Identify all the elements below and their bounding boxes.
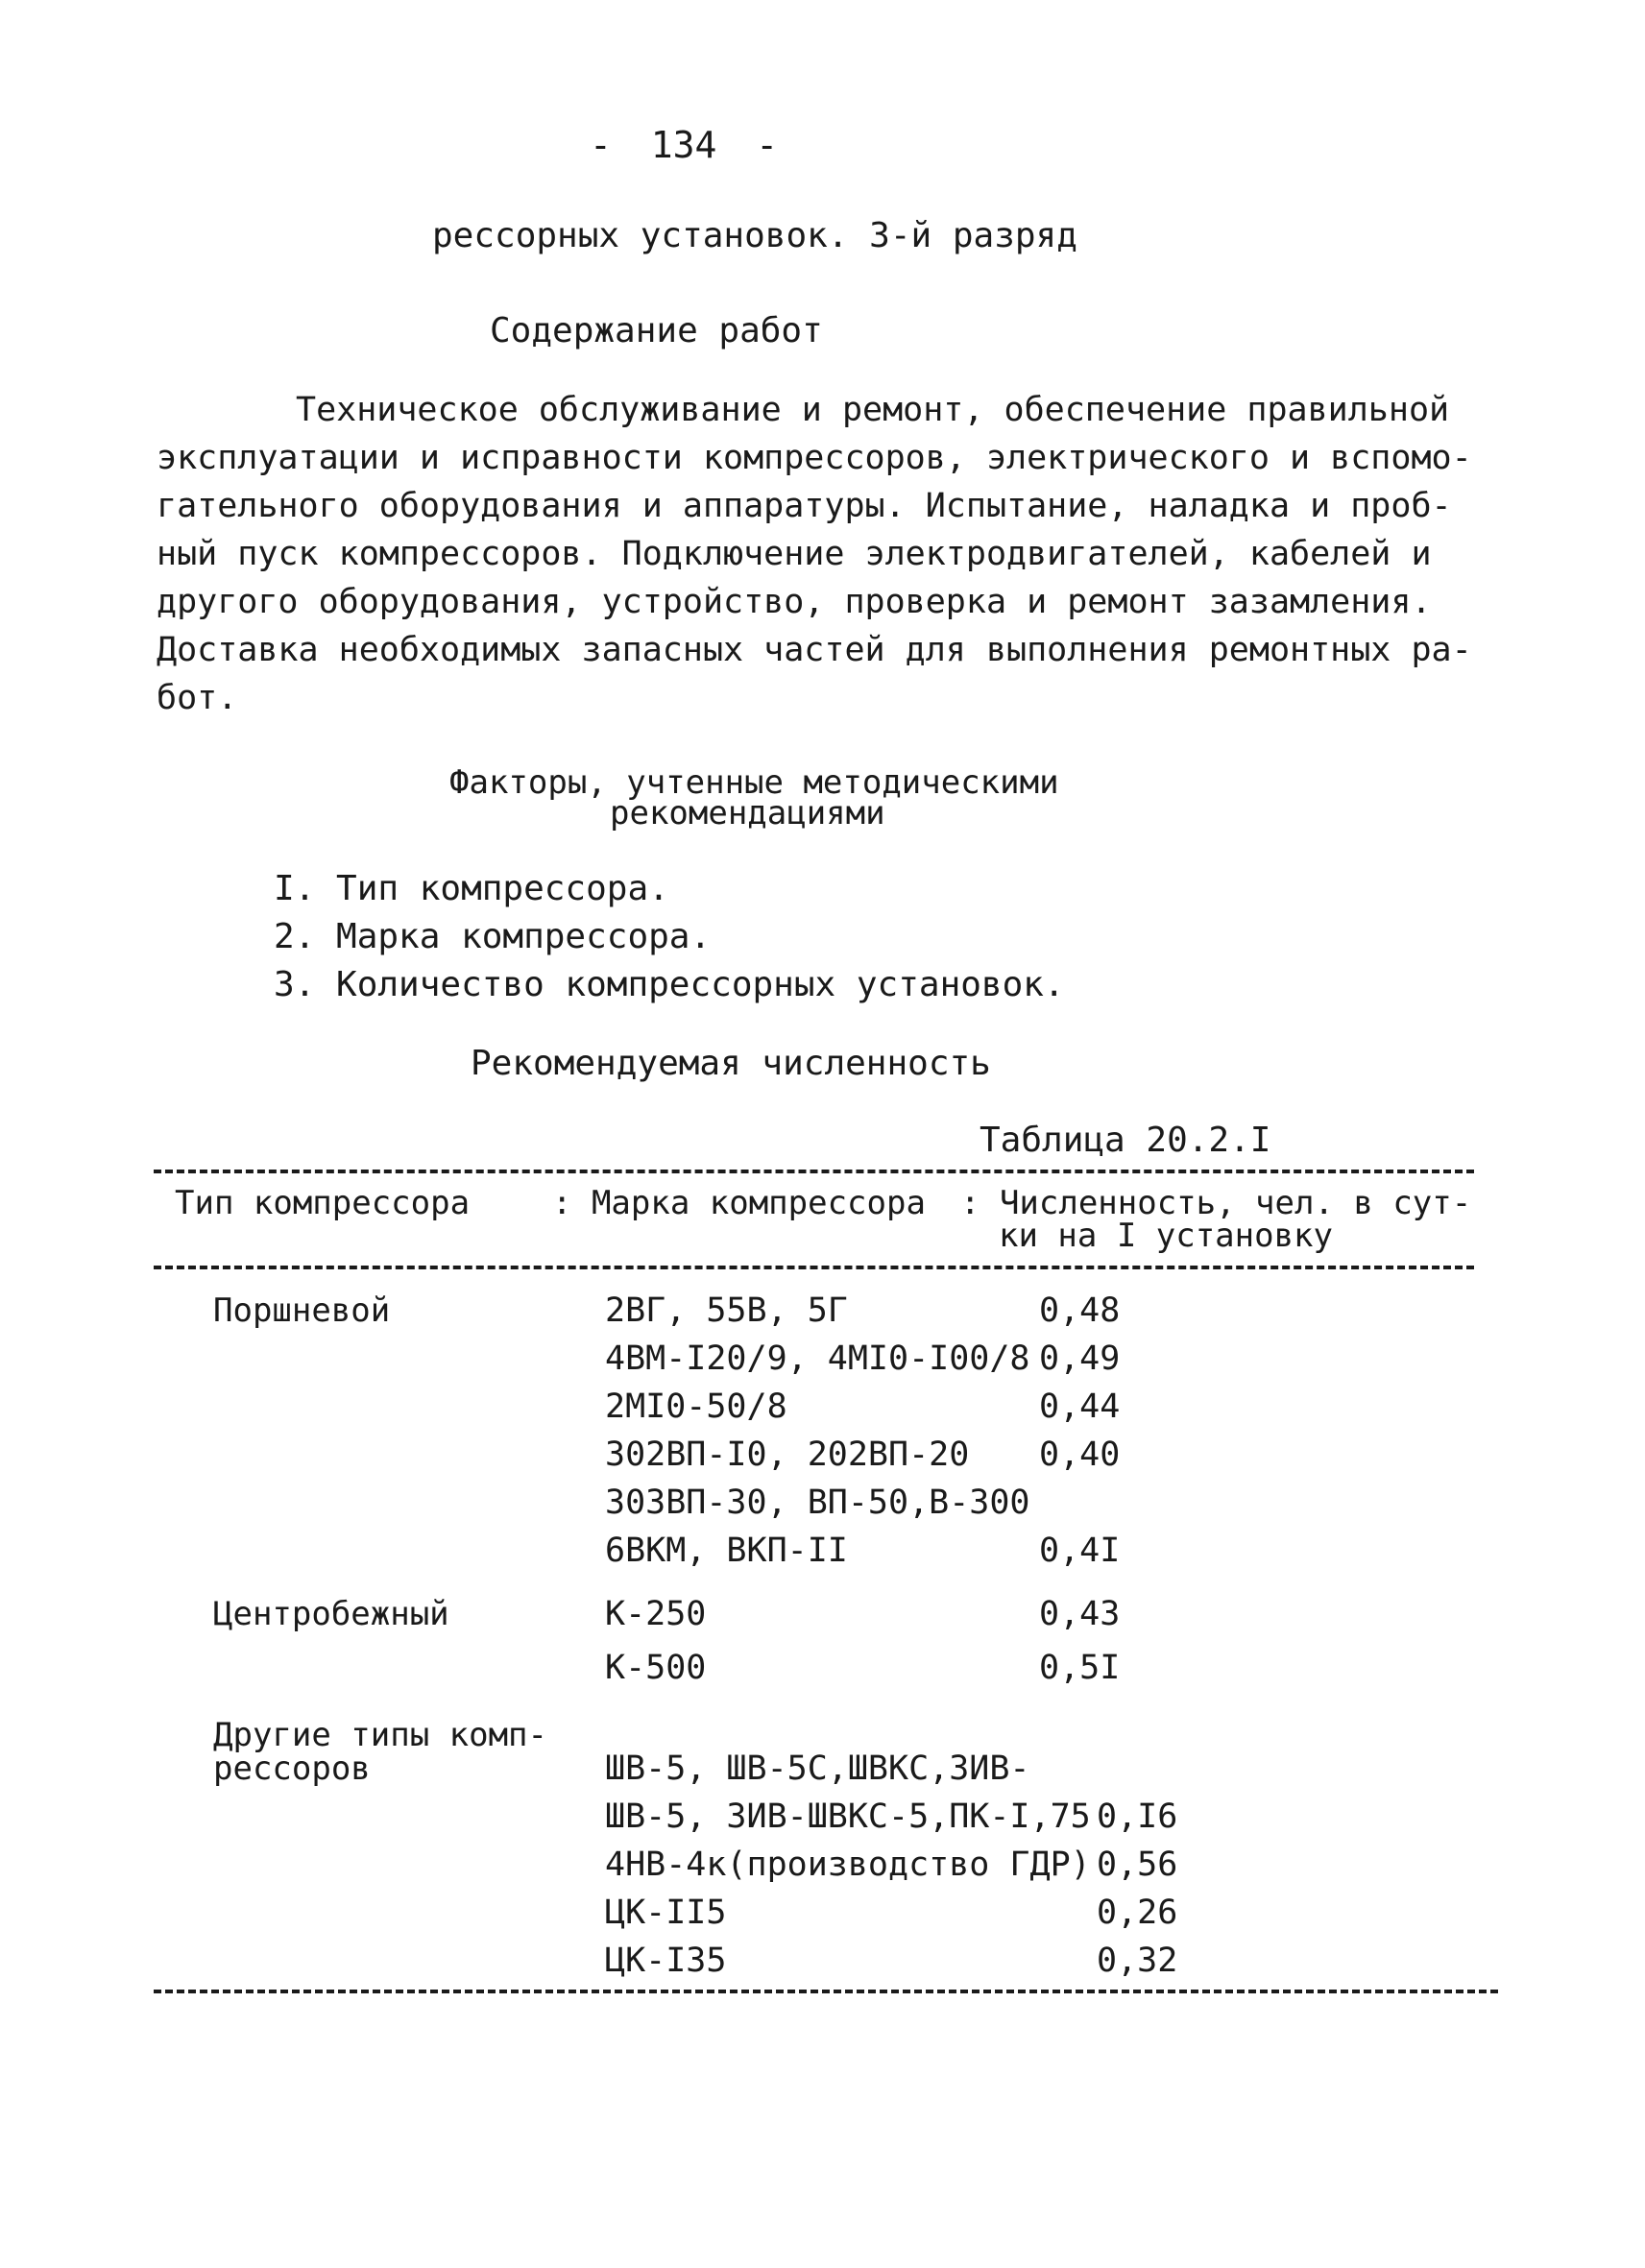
value-cell: 0,48 bbox=[1039, 1291, 1121, 1330]
page-number: - 134 - bbox=[590, 124, 779, 166]
header-continuation: рессорных установок. 3-й разряд bbox=[432, 216, 1077, 255]
value-cell: 0,40 bbox=[1039, 1436, 1121, 1474]
factor-item: 2. Марка компрессора. bbox=[274, 917, 712, 956]
value-cell: 0,4I bbox=[1039, 1532, 1121, 1570]
value-cell: 0,49 bbox=[1039, 1339, 1121, 1378]
factor-item: 3. Количество компрессорных установок. bbox=[274, 965, 1065, 1004]
type-cell-line2: рессоров bbox=[213, 1749, 371, 1788]
factor-item: I. Тип компрессора. bbox=[274, 869, 669, 908]
model-cell: ЦК-II5 bbox=[605, 1894, 727, 1932]
work-content-heading: Содержание работ bbox=[490, 311, 823, 350]
model-cell: ШВ-5, ШВ-5С,ШВКС,ЗИВ- bbox=[605, 1749, 1030, 1788]
work-content-line: гательного оборудования и аппаратуры. Испытание, наладка и проб- bbox=[157, 487, 1452, 525]
type-cell: Центробежный bbox=[213, 1595, 449, 1633]
work-content-line: Техническое обслуживание и ремонт, обеспечение правильной bbox=[296, 391, 1450, 429]
work-content-line: ный пуск компрессоров. Подключение электродвигателей, кабелей и bbox=[157, 535, 1432, 573]
table-bottom-rule bbox=[154, 1990, 1498, 1993]
factors-heading-line1: Факторы, учтенные методическими bbox=[449, 763, 1059, 802]
header-col-count-line2: ки на I установку bbox=[999, 1217, 1333, 1255]
model-cell: К-250 bbox=[605, 1595, 707, 1633]
header-col-model: : Марка компрессора bbox=[552, 1184, 926, 1222]
factors-heading-line2: рекомендациями bbox=[610, 794, 885, 832]
value-cell: 0,I6 bbox=[1097, 1798, 1178, 1836]
value-cell: 0,56 bbox=[1097, 1846, 1178, 1884]
value-cell: 0,26 bbox=[1097, 1894, 1178, 1932]
header-col-type: Тип компрессора bbox=[175, 1184, 471, 1222]
type-cell: Другие типы комп- bbox=[213, 1716, 547, 1754]
table-label: Таблица 20.2.I bbox=[980, 1121, 1271, 1160]
model-cell: ЦК-I35 bbox=[605, 1942, 727, 1980]
value-cell: 0,43 bbox=[1039, 1595, 1121, 1633]
work-content-line: эксплуатации и исправности компрессоров, электрического и вспомо- bbox=[157, 439, 1472, 477]
value-cell: 0,32 bbox=[1097, 1942, 1178, 1980]
value-cell: 0,5I bbox=[1039, 1649, 1121, 1687]
recommended-heading: Рекомендуемая численность bbox=[471, 1044, 991, 1083]
header-col-count: : Численность, чел. в сут- bbox=[960, 1184, 1472, 1222]
model-cell: К-500 bbox=[605, 1649, 707, 1687]
model-cell: 4ВМ-I20/9, 4МI0-I00/8 bbox=[605, 1339, 1030, 1378]
model-cell: 303ВП-30, ВП-50,В-300 bbox=[605, 1484, 1030, 1522]
work-content-line: Доставка необходимых запасных частей для выполнения ремонтных ра- bbox=[157, 631, 1472, 669]
model-cell: 4НВ-4к(производство ГДР) bbox=[605, 1846, 1091, 1884]
type-cell: Поршневой bbox=[213, 1291, 391, 1330]
model-cell: 2МI0-50/8 bbox=[605, 1387, 787, 1426]
model-cell: 2ВГ, 55В, 5Г bbox=[605, 1291, 848, 1330]
model-cell: 302ВП-I0, 202ВП-20 bbox=[605, 1436, 970, 1474]
model-cell: ШВ-5, ЗИВ-ШВКС-5,ПК-I,75 bbox=[605, 1798, 1091, 1836]
table-header-rule bbox=[154, 1266, 1474, 1269]
value-cell: 0,44 bbox=[1039, 1387, 1121, 1426]
work-content-line: другого оборудования, устройство, проверка и ремонт зазамления. bbox=[157, 583, 1432, 621]
table-top-rule bbox=[154, 1170, 1474, 1173]
work-content-line: бот. bbox=[157, 679, 238, 717]
model-cell: 6ВКМ, ВКП-II bbox=[605, 1532, 848, 1570]
